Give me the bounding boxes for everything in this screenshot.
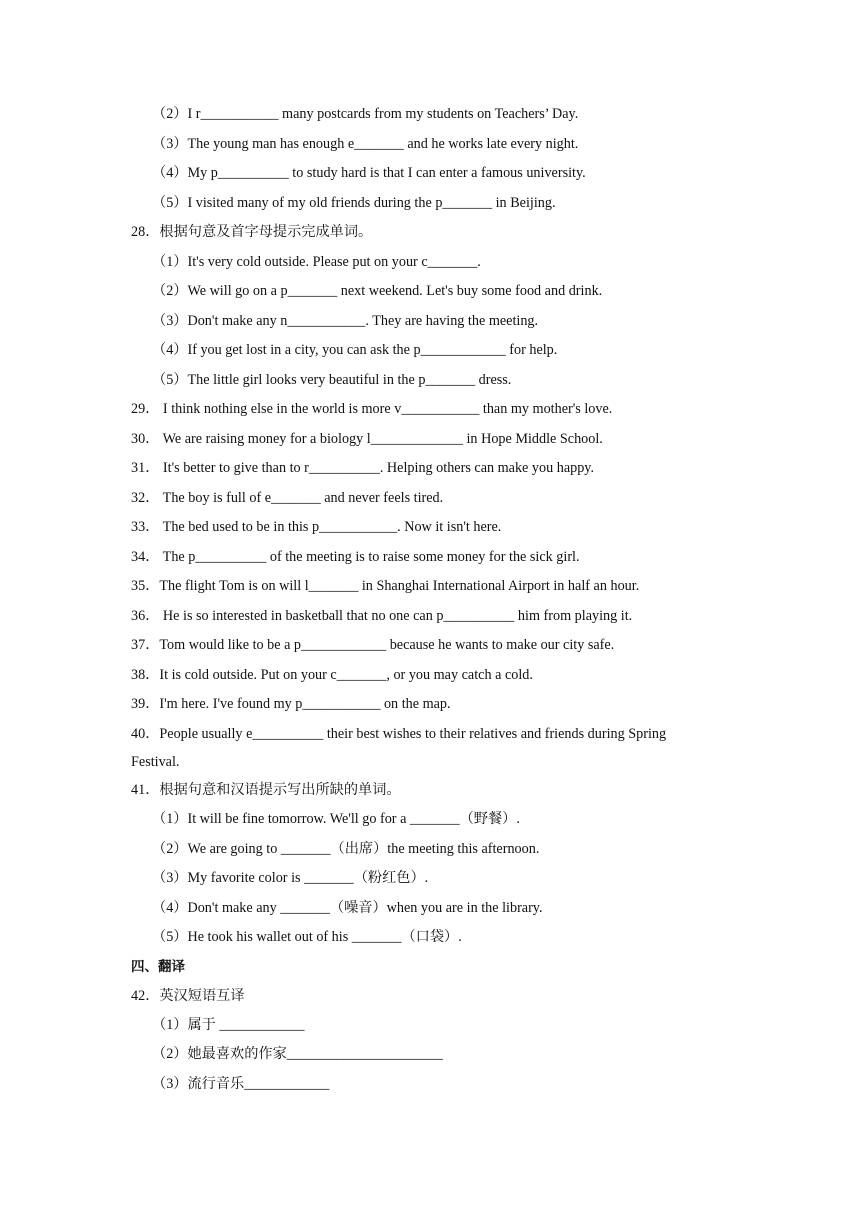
- question-40: 40．People usually e__________ their best wishes to their relatives and friends during Spring: [131, 726, 667, 742]
- question-32: 32． The boy is full of e_______ and never feels tired.: [131, 490, 444, 506]
- question-29: 29． I think nothing else in the world is more v___________ than my mother's love.: [131, 401, 613, 417]
- question-28-4: （4）If you get lost in a city, you can ask the p____________ for help.: [152, 342, 558, 358]
- question-28-3: （3）Don't make any n___________. They are having the meeting.: [152, 313, 539, 329]
- question-30: 30． We are raising money for a biology l_____________ in Hope Middle School.: [131, 431, 603, 447]
- question-41-3: （3）My favorite color is _______（粉红色）.: [152, 870, 429, 886]
- question-34: 34． The p__________ of the meeting is to raise some money for the sick girl.: [131, 549, 580, 565]
- question-41-5: （5）He took his wallet out of his _______（口袋）.: [152, 929, 462, 945]
- question-27-2: （2）I r___________ many postcards from my students on Teachers’ Day.: [152, 106, 579, 122]
- question-41-1: （1）It will be fine tomorrow. We'll go for a _______（野餐）.: [152, 811, 520, 827]
- question-42-3: （3）流行音乐____________: [152, 1076, 330, 1092]
- question-38: 38．It is cold outside. Put on your c_______, or you may catch a cold.: [131, 667, 533, 683]
- question-27-4: （4）My p__________ to study hard is that I can enter a famous university.: [152, 165, 586, 181]
- section-heading-translation: 四、翻译: [131, 959, 185, 975]
- question-27-5: （5）I visited many of my old friends during the p_______ in Beijing.: [152, 195, 556, 211]
- question-28-1: （1）It's very cold outside. Please put on your c_______.: [152, 254, 481, 270]
- question-42-1: （1）属于 ____________: [152, 1017, 305, 1033]
- question-41-heading: 41．根据句意和汉语提示写出所缺的单词。: [131, 782, 401, 798]
- question-41-4: （4）Don't make any _______（噪音）when you are in the library.: [152, 900, 543, 916]
- question-37: 37．Tom would like to be a p____________ because he wants to make our city safe.: [131, 637, 615, 653]
- question-40-continued: Festival.: [131, 754, 180, 770]
- question-28-2: （2）We will go on a p_______ next weekend. Let's buy some food and drink.: [152, 283, 603, 299]
- question-36: 36． He is so interested in basketball that no one can p__________ him from playing it.: [131, 608, 633, 624]
- question-31: 31． It's better to give than to r__________. Helping others can make you happy.: [131, 460, 595, 476]
- question-33: 33． The bed used to be in this p___________. Now it isn't here.: [131, 519, 502, 535]
- question-28-heading: 28．根据句意及首字母提示完成单词。: [131, 224, 373, 240]
- question-41-2: （2）We are going to _______（出席）the meeting this afternoon.: [152, 841, 540, 857]
- question-42-heading: 42．英汉短语互译: [131, 988, 245, 1004]
- question-39: 39．I'm here. I've found my p___________ on the map.: [131, 696, 451, 712]
- question-27-3: （3）The young man has enough e_______ and he works late every night.: [152, 136, 579, 152]
- question-35: 35．The flight Tom is on will l_______ in Shanghai International Airport in half an hour.: [131, 578, 640, 594]
- question-28-5: （5）The little girl looks very beautiful in the p_______ dress.: [152, 372, 512, 388]
- question-42-2: （2）她最喜欢的作家______________________: [152, 1046, 443, 1062]
